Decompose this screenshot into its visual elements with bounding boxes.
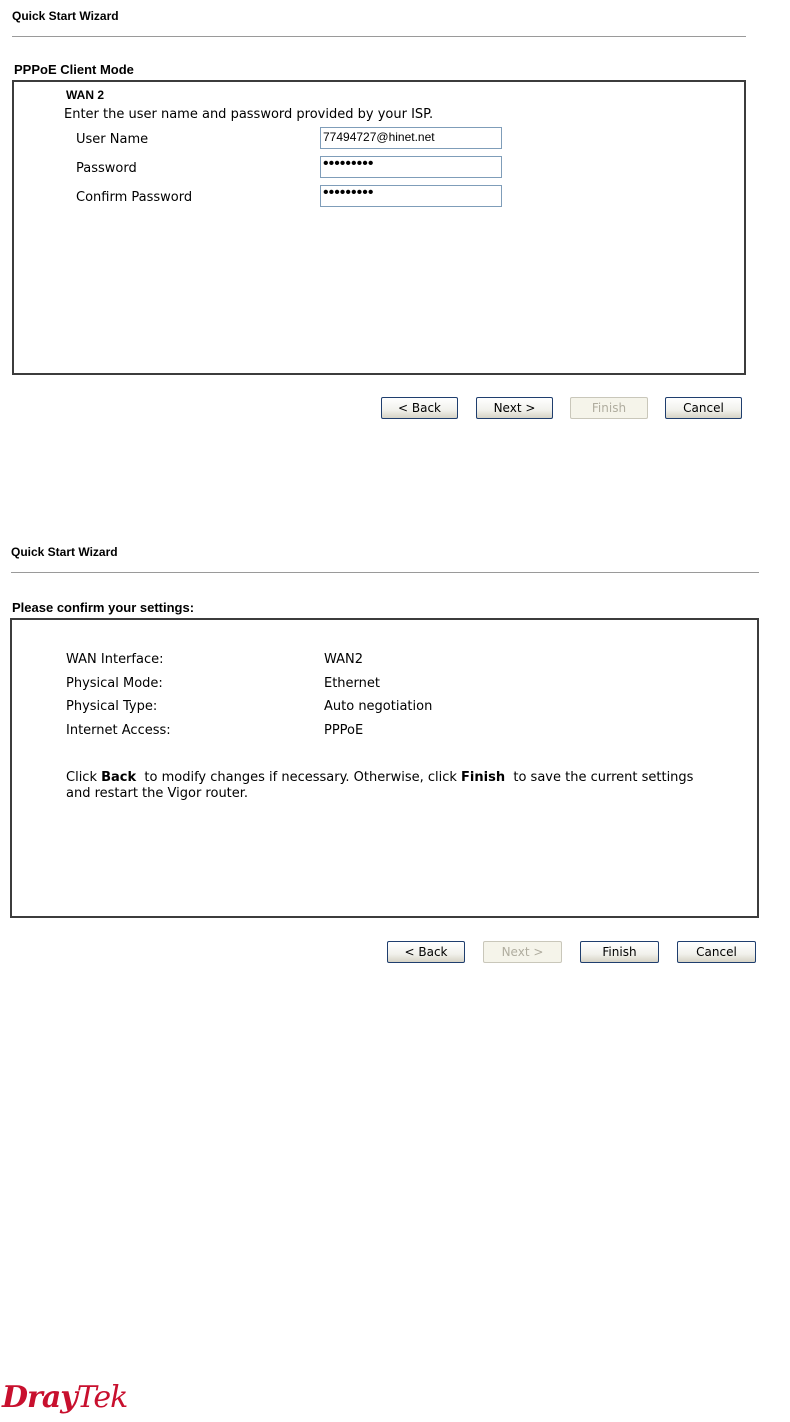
instruction-text: Enter the user name and password provided by your ISP.: [64, 107, 434, 122]
section-title: Please confirm your settings:: [12, 600, 195, 615]
setting-value: Auto negotiation: [324, 699, 433, 714]
setting-label: WAN Interface:: [66, 652, 164, 667]
back-button[interactable]: < Back: [381, 397, 458, 419]
finish-button[interactable]: Finish: [580, 941, 659, 963]
note-back-word: Back: [101, 770, 137, 785]
section-title: PPPoE Client Mode: [14, 62, 134, 77]
wizard-title: Quick Start Wizard: [11, 545, 118, 559]
password-label: Password: [76, 161, 137, 176]
username-label: User Name: [76, 132, 149, 147]
finish-button: Finish: [570, 397, 648, 419]
logo-dray: Dray: [2, 1380, 77, 1415]
wan-label: WAN 2: [66, 88, 105, 102]
note-text: to modify changes if necessary. Otherwise, click: [136, 770, 462, 785]
setting-label: Internet Access:: [66, 723, 171, 738]
username-input[interactable]: 77494727@hinet.net: [320, 127, 502, 149]
logo-tek: Tek: [76, 1380, 128, 1415]
note-finish-word: Finish: [461, 770, 506, 785]
back-button[interactable]: < Back: [387, 941, 465, 963]
draytek-logo: [2, 1380, 127, 1415]
setting-value: Ethernet: [324, 676, 380, 691]
confirm-panel: [10, 618, 759, 918]
setting-label: Physical Mode:: [66, 676, 163, 691]
setting-value: WAN2: [324, 652, 364, 667]
next-button: Next >: [483, 941, 562, 963]
cancel-button[interactable]: Cancel: [665, 397, 742, 419]
confirm-password-label: Confirm Password: [76, 190, 193, 205]
title-divider: [12, 36, 746, 37]
password-input[interactable]: •••••••••: [320, 156, 502, 178]
pppoe-panel: [12, 80, 746, 375]
cancel-button[interactable]: Cancel: [677, 941, 756, 963]
confirm-password-input[interactable]: •••••••••: [320, 185, 502, 207]
confirm-note: [66, 770, 716, 802]
setting-label: Physical Type:: [66, 699, 158, 714]
note-text: to save the current settings and restart the Vigor router.: [66, 770, 698, 801]
next-button[interactable]: Next >: [476, 397, 553, 419]
setting-value: PPPoE: [324, 723, 364, 738]
wizard-title: Quick Start Wizard: [12, 9, 119, 23]
title-divider: [11, 572, 759, 573]
note-text: Click: [66, 770, 102, 785]
